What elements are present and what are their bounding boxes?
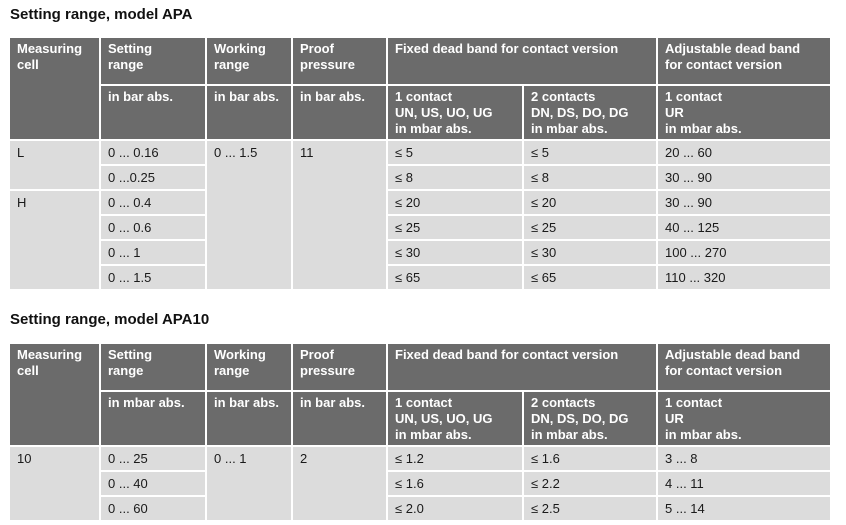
header-working-range: Working range xyxy=(207,344,291,390)
header-setting-range: Setting range xyxy=(101,38,205,84)
cell-adjustable-band: 40 ... 125 xyxy=(658,216,830,239)
header-setting-range: Setting range xyxy=(101,344,205,390)
header-proof-unit: in bar abs. xyxy=(293,86,386,139)
cell-adjustable-band: 20 ... 60 xyxy=(658,141,830,164)
table-apa-title: Setting range, model APA xyxy=(10,6,193,23)
header-contact-ur: 1 contact UR in mbar abs. xyxy=(658,392,830,445)
cell-working-range: 0 ... 1.5 xyxy=(207,141,291,289)
header-fixed-dead-band: Fixed dead band for contact version xyxy=(388,344,656,390)
table-row xyxy=(10,472,830,495)
cell-measuring: H xyxy=(10,191,99,289)
header-contact-1: 1 contact UN, US, UO, UG in mbar abs. xyxy=(388,86,522,139)
cell-proof-pressure: 2 xyxy=(293,447,386,520)
cell-setting-range: 0 ... 0.16 xyxy=(101,141,205,164)
cell-fixed-band-2: ≤ 2.2 xyxy=(524,472,656,495)
table-row xyxy=(10,497,830,520)
header-working-unit: in bar abs. xyxy=(207,392,291,445)
header-contact-2: 2 contacts DN, DS, DO, DG in mbar abs. xyxy=(524,392,656,445)
header-contact-2: 2 contacts DN, DS, DO, DG in mbar abs. xyxy=(524,86,656,139)
table-row xyxy=(10,191,830,214)
cell-fixed-band-1: ≤ 8 xyxy=(388,166,522,189)
cell-fixed-band-1: ≤ 65 xyxy=(388,266,522,289)
table-row xyxy=(10,447,830,470)
cell-fixed-band-1: ≤ 25 xyxy=(388,216,522,239)
cell-fixed-band-2: ≤ 65 xyxy=(524,266,656,289)
cell-fixed-band-1: ≤ 1.6 xyxy=(388,472,522,495)
header-adjustable-dead-band: Adjustable dead band for contact version xyxy=(658,38,830,84)
cell-setting-range: 0 ...0.25 xyxy=(101,166,205,189)
header-measuring-cell: Measuring cell xyxy=(10,38,99,139)
cell-setting-range: 0 ... 0.4 xyxy=(101,191,205,214)
table-apa10-title: Setting range, model APA10 xyxy=(10,311,210,328)
table-row xyxy=(10,141,830,164)
header-adjustable-dead-band: Adjustable dead band for contact version xyxy=(658,344,830,390)
header-contact-1: 1 contact UN, US, UO, UG in mbar abs. xyxy=(388,392,522,445)
cell-fixed-band-2: ≤ 5 xyxy=(524,141,656,164)
cell-setting-range: 0 ... 1 xyxy=(101,241,205,264)
header-setting-unit: in mbar abs. xyxy=(101,392,205,445)
cell-setting-range: 0 ... 60 xyxy=(101,497,205,520)
cell-adjustable-band: 30 ... 90 xyxy=(658,166,830,189)
cell-adjustable-band: 100 ... 270 xyxy=(658,241,830,264)
header-fixed-dead-band: Fixed dead band for contact version xyxy=(388,38,656,84)
cell-measuring: L xyxy=(10,141,99,189)
table-apa xyxy=(8,36,832,291)
header-proof-pressure: Proof pressure xyxy=(293,344,386,390)
table-row xyxy=(10,166,830,189)
header-working-range: Working range xyxy=(207,38,291,84)
header-setting-unit: in bar abs. xyxy=(101,86,205,139)
cell-fixed-band-1: ≤ 1.2 xyxy=(388,447,522,470)
cell-adjustable-band: 4 ... 11 xyxy=(658,472,830,495)
table-apa10 xyxy=(8,342,832,522)
cell-setting-range: 0 ... 25 xyxy=(101,447,205,470)
table-row xyxy=(10,266,830,289)
cell-fixed-band-2: ≤ 25 xyxy=(524,216,656,239)
cell-adjustable-band: 5 ... 14 xyxy=(658,497,830,520)
cell-fixed-band-2: ≤ 2.5 xyxy=(524,497,656,520)
header-proof-unit: in bar abs. xyxy=(293,392,386,445)
table-row xyxy=(10,216,830,239)
cell-adjustable-band: 3 ... 8 xyxy=(658,447,830,470)
cell-adjustable-band: 30 ... 90 xyxy=(658,191,830,214)
cell-setting-range: 0 ... 1.5 xyxy=(101,266,205,289)
header-proof-pressure: Proof pressure xyxy=(293,38,386,84)
cell-adjustable-band: 110 ... 320 xyxy=(658,266,830,289)
cell-fixed-band-1: ≤ 2.0 xyxy=(388,497,522,520)
cell-measuring: 10 xyxy=(10,447,99,520)
cell-fixed-band-1: ≤ 5 xyxy=(388,141,522,164)
cell-setting-range: 0 ... 40 xyxy=(101,472,205,495)
cell-working-range: 0 ... 1 xyxy=(207,447,291,520)
header-contact-ur: 1 contact UR in mbar abs. xyxy=(658,86,830,139)
cell-fixed-band-2: ≤ 20 xyxy=(524,191,656,214)
table-row xyxy=(10,241,830,264)
cell-proof-pressure: 11 xyxy=(293,141,386,289)
cell-fixed-band-2: ≤ 30 xyxy=(524,241,656,264)
cell-fixed-band-2: ≤ 8 xyxy=(524,166,656,189)
cell-setting-range: 0 ... 0.6 xyxy=(101,216,205,239)
header-measuring-cell: Measuring cell xyxy=(10,344,99,445)
header-working-unit: in bar abs. xyxy=(207,86,291,139)
cell-fixed-band-2: ≤ 1.6 xyxy=(524,447,656,470)
cell-fixed-band-1: ≤ 30 xyxy=(388,241,522,264)
cell-fixed-band-1: ≤ 20 xyxy=(388,191,522,214)
